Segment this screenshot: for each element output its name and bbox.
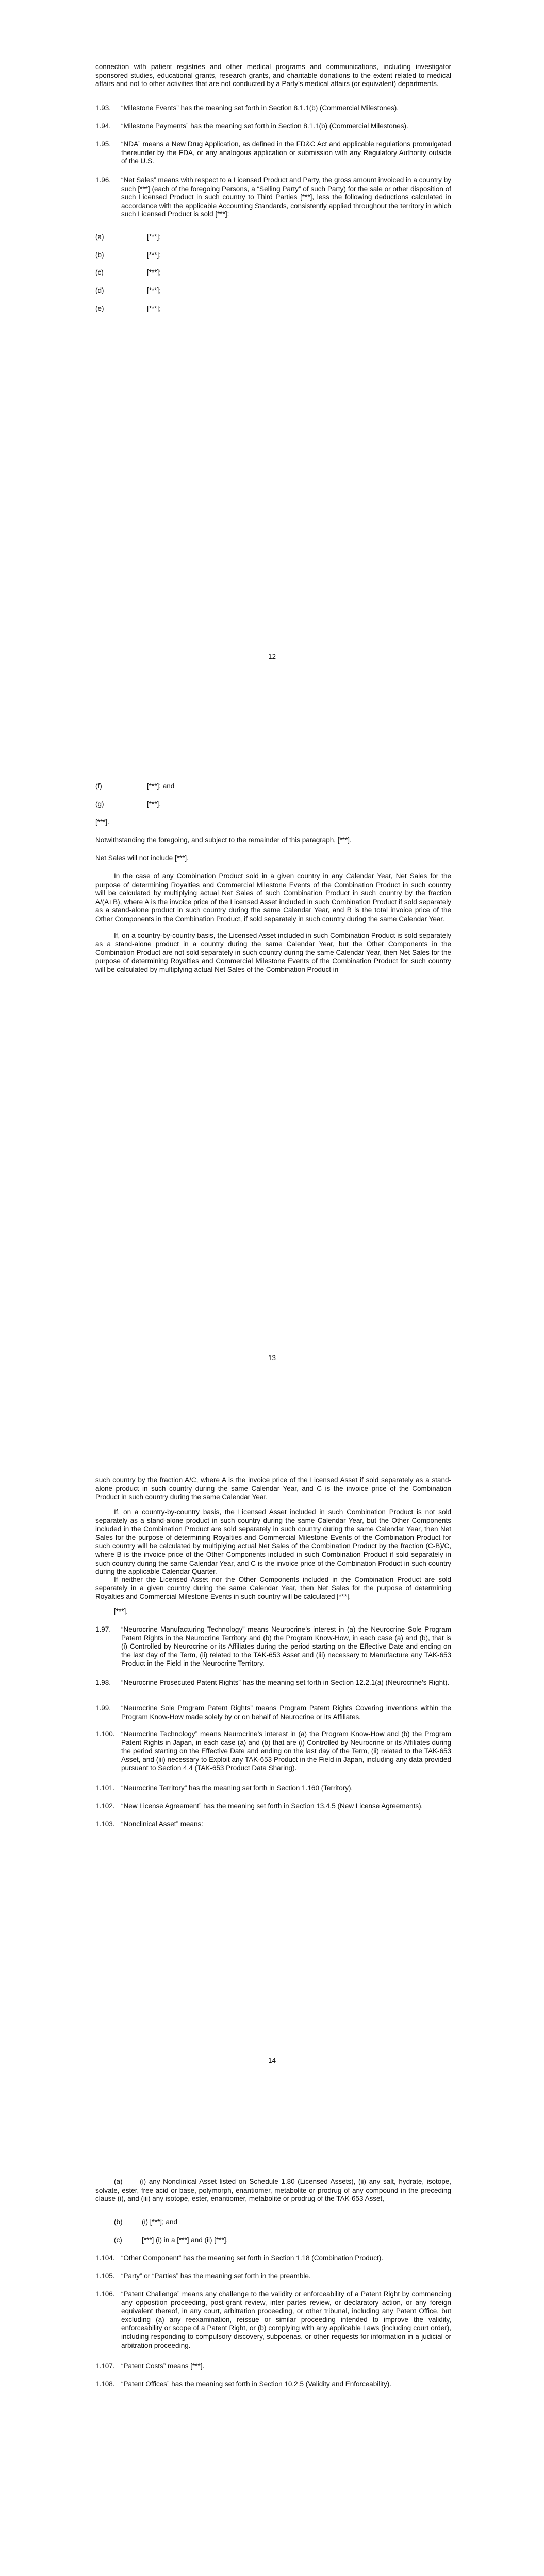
page-number: 12 — [268, 653, 276, 660]
neither-sold-paragraph: If neither the Licensed Asset nor the Other Components included in the Combination Product are sold separately in a given country during the same Calendar Year, then Net Sales for the purpose of determining Royalties and Commercial Milestone Events in such country will be calculated [***]. — [95, 1575, 451, 1601]
list-item-text: [***]; — [147, 286, 161, 294]
list-item-text: [***]; — [147, 233, 161, 241]
list-item — [95, 251, 161, 260]
definition-number: 1.104. — [95, 2254, 115, 2262]
continuation-paragraph: such country by the fraction A/C, where A is the invoice price of the Licensed Asset if sold separately as a stand-alone product in such country during the same Calendar Year, and C is the invoice price of the Combination Product in such country during the same Calendar Year. — [95, 1476, 451, 1501]
definition-1-104 — [95, 2254, 451, 2263]
list-item-text: [***]. — [147, 800, 161, 808]
list-item — [114, 2218, 177, 2227]
list-item-label: (b) — [95, 251, 104, 259]
definition-text: “Neurocrine Manufacturing Technology” means Neurocrine’s interest in (a) the Neurocrine Sole Program Patent Rights in the Neurocrine Territory and (b) the Program Know-How, in each case (a) and (b), that is (i) Controlled by Neurocrine or its Affiliates during the period starting on the Effective Date and ending on the last day of the Term, (ii) related to the TAK-653 Asset and (iii) necessary to Manufacture any TAK-653 Product in the Field in the Neurocrine Territory. — [121, 1625, 451, 1668]
definition-text: “Nonclinical Asset” means: — [121, 1820, 204, 1828]
list-item-text: [***]; — [147, 268, 161, 276]
list-item-text: [***]; and — [147, 782, 175, 790]
definition-1-98 — [95, 1679, 451, 1687]
definition-number: 1.102. — [95, 1802, 115, 1810]
list-item-text: (i) [***]; and — [142, 2218, 178, 2226]
definition-text: “New License Agreement” has the meaning set forth in Section 13.4.5 (New License Agreements). — [121, 1802, 423, 1810]
list-item — [95, 286, 161, 295]
definition-1-94 — [95, 122, 451, 131]
definition-text: “Neurocrine Technology” means Neurocrine’s interest in (a) the Program Know-How and (b) the Program Patent Rights in Japan, in each case (a) and (b) that are (i) Controlled by Neurocrine or its Affiliates during the period starting on the Effective Date and ending on the last day of the Term, (ii) related to the TAK-653 Asset, and (iii) necessary to Exploit any TAK-653 Product in the Field in Japan, including any data provided pursuant to Section 4.4 (TAK-653 Product Data Sharing). — [121, 1730, 451, 1772]
page-number: 13 — [268, 1354, 276, 1362]
list-item-label: (f) — [95, 782, 102, 790]
definition-number: 1.103. — [95, 1820, 115, 1828]
list-item — [95, 233, 161, 242]
definition-text: “Neurocrine Territory” has the meaning set forth in Section 1.160 (Territory). — [121, 1784, 353, 1792]
definition-number: 1.108. — [95, 2380, 115, 2388]
definition-number: 1.95. — [95, 140, 111, 148]
redacted-paragraph: [***]. — [114, 1607, 128, 1615]
list-item-label: (c) — [95, 268, 104, 276]
definition-text: “Neurocrine Prosecuted Patent Rights” has the meaning set forth in Section 12.2.1(a) (Neurocrine’s Right). — [121, 1679, 450, 1686]
list-item-label: (d) — [95, 286, 104, 294]
definition-number: 1.105. — [95, 2272, 115, 2280]
definition-1-103 — [95, 1820, 451, 1829]
definition-text: “Neurocrine Sole Program Patent Rights” means Program Patent Rights Covering inventions within the Program Know-How made solely by or on behalf of Neurocrine or its Affiliates. — [121, 1704, 451, 1721]
net-sales-exclusion-paragraph: Net Sales will not include [***]. — [95, 854, 189, 862]
definition-text: “Patent Costs” means [***]. — [121, 2362, 205, 2370]
definition-1-97 — [95, 1625, 451, 1668]
notwithstanding-paragraph: Notwithstanding the foregoing, and subject to the remainder of this paragraph, [***]. — [95, 836, 352, 844]
definition-1-95 — [95, 140, 451, 166]
list-item-label: (a) — [114, 2178, 123, 2185]
list-item-label: (c) — [114, 2236, 122, 2244]
list-item-text: [***]; — [147, 251, 161, 259]
list-item-label: (b) — [114, 2218, 123, 2226]
definition-number: 1.96. — [95, 176, 111, 184]
list-item — [114, 2236, 228, 2245]
list-item — [95, 268, 161, 277]
nonclinical-asset-item-a — [95, 2178, 451, 2204]
page-number: 14 — [268, 2057, 276, 2064]
list-item-text: [***] (i) in a [***] and (ii) [***]. — [142, 2236, 228, 2244]
definition-number: 1.97. — [95, 1625, 111, 1633]
definition-1-102 — [95, 1802, 451, 1811]
list-item — [95, 304, 161, 313]
list-item-label: (e) — [95, 304, 104, 312]
definition-number: 1.94. — [95, 122, 111, 130]
definition-1-99 — [95, 1704, 451, 1721]
definition-number: 1.93. — [95, 104, 111, 112]
definition-1-101 — [95, 1784, 451, 1793]
definition-number: 1.107. — [95, 2362, 115, 2370]
list-item — [95, 782, 174, 791]
definition-number: 1.101. — [95, 1784, 115, 1792]
definition-1-106 — [95, 2290, 451, 2350]
definition-1-93 — [95, 104, 451, 113]
definition-text: “Milestone Events” has the meaning set forth in Section 8.1.1(b) (Commercial Milestones). — [121, 104, 399, 112]
definition-text: “Patent Challenge” means any challenge to the validity or enforceability of a Patent Right by commencing any opposition proceeding, post-grant review, inter partes review, or declaratory action, or any foreign equivalent thereof, in any court, arbitration proceeding, or other tribunal, including any Patent Office, but excluding (a) any reexamination, reissue or similar proceeding intended to improve the validity, enforceability or scope of a Patent Right, or (b) complying with any applicable Laws (including court order), including responding to compulsory discovery, subpoenas, or other requests for information in a judicial or arbitration proceeding. — [121, 2290, 451, 2349]
definition-text: “NDA” means a New Drug Application, as defined in the FD&C Act and applicable regulations promulgated thereunder by the FDA, or any analogous application or submission with any Regulatory Authority outside of the U.S. — [121, 140, 451, 165]
country-basis-paragraph-2: If, on a country-by-country basis, the Licensed Asset included in such Combination Product is not sold separately as a stand-alone product in such country during the same Calendar Year, but the Other Components included in the Combination Product are sold separately in such country during the same Calendar Year, then Net Sales for the purpose of determining Royalties and Commercial Milestone Events of the Combination Product for such country will be calculated by multiplying actual Net Sales of the Combination Product by the fraction (C-B)/C, where B is the invoice price of the Other Components included in such Combination Product if sold separately in such country during the same Calendar Year, and C is the invoice price of the Combination Product in such country during the applicable Calendar Quarter. — [95, 1508, 451, 1576]
country-basis-paragraph: If, on a country-by-country basis, the Licensed Asset included in such Combination Product is sold separately as a stand-alone product in a country during the same Calendar Year, but the Other Components in the Combination Product are not sold separately in such country during the same Calendar Year, then Net Sales for the purpose of determining Royalties and Commercial Milestone Events of the Combination Product for such country will be calculated by multiplying actual Net Sales of the Combination Product in — [95, 931, 451, 974]
definition-1-105 — [95, 2272, 451, 2281]
continuation-paragraph: connection with patient registries and other medical programs and communications, including investigator sponsored studies, educational grants, research grants, and charitable donations to the extent related to medical affairs and not to other activities that are not conducted by a Party’s medical affairs (or equivalent) departments. — [95, 63, 451, 88]
definition-number: 1.98. — [95, 1679, 111, 1686]
definition-1-100 — [95, 1730, 451, 1773]
definition-number: 1.100. — [95, 1730, 115, 1738]
definition-number: 1.106. — [95, 2290, 115, 2298]
definition-text: “Milestone Payments” has the meaning set forth in Section 8.1.1(b) (Commercial Milestones). — [121, 122, 408, 130]
definition-1-107 — [95, 2362, 451, 2371]
definition-text: “Other Component” has the meaning set forth in Section 1.18 (Combination Product). — [121, 2254, 384, 2262]
list-item-label: (g) — [95, 800, 104, 808]
list-item-text: [***]; — [147, 304, 161, 312]
definition-text: “Party” or “Parties” has the meaning set forth in the preamble. — [121, 2272, 311, 2280]
list-item-label: (a) — [95, 233, 104, 241]
combination-product-paragraph: In the case of any Combination Product sold in a given country in any Calendar Year, Net Sales for the purpose of determining Royalties and Commercial Milestone Events of the Combination Product in such country will be calculated by multiplying actual Net Sales of such Combination Product in such country by the fraction A/(A+B), where A is the invoice price of the Licensed Asset included in such Combination Product if sold separately as a stand-alone product in such country during the same Calendar Year, and B is the total invoice price of the Other Components in the Combination Product, if sold separately in such country during the same Calendar Year. — [95, 872, 451, 923]
definition-text: “Patent Offices” has the meaning set forth in Section 10.2.5 (Validity and Enforceability). — [121, 2380, 392, 2388]
definition-text: “Net Sales” means with respect to a Licensed Product and Party, the gross amount invoiced in a country by such [***] (each of the foregoing Persons, a “Selling Party” of such Party) for the sale or other disposition of such Licensed Product in such country to Third Parties [***], less the following deductions calculated in accordance with the applicable Accounting Standards, consistently applied throughout the territory in which such Licensed Product is sold [***]: — [121, 176, 451, 218]
redacted-paragraph: [***]. — [95, 818, 110, 826]
definition-1-96 — [95, 176, 451, 219]
definition-1-108 — [95, 2380, 451, 2389]
list-item-text: (i) any Nonclinical Asset listed on Schedule 1.80 (Licensed Assets), (ii) any salt, hydrate, isotope, solvate, ester, free acid or base, polymorph, enantiomer, metabolite or prodrug of any compound in the preceding clause (i), and (iii) any isotope, ester, enantiomer, metabolite or prodrug of the TAK-653 Asset, — [95, 2178, 451, 2203]
list-item — [95, 800, 161, 809]
definition-number: 1.99. — [95, 1704, 111, 1712]
